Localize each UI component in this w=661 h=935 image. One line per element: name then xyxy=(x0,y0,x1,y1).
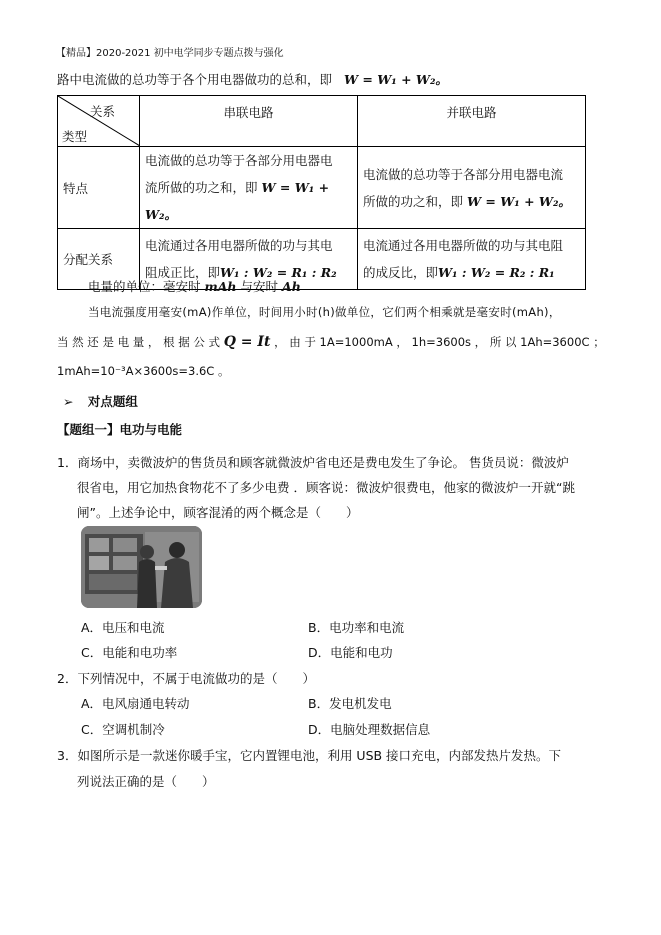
cell-text-line: 流所做的功之和，即 W = W₁ + W₂。 xyxy=(145,180,330,222)
q2-option-a: A．电风扇通电转动 xyxy=(81,696,190,711)
q2-option-c: C．空调机制冷 xyxy=(81,722,165,737)
unit-line xyxy=(88,277,301,295)
q2-stem: 2．下列情况中，不属于电流做功的是（ ） xyxy=(57,671,315,686)
formula-q-it: Q = It xyxy=(223,334,271,350)
microwave-store-photo xyxy=(81,526,202,608)
q1-line-3: 闸”。上述争论中，顾客混淆的两个概念是（ ） xyxy=(77,505,359,520)
cell-text-line: 电流通过各用电器所做的功与其电阻 xyxy=(363,238,564,253)
q1-line-2: 很省电，用它加热食物花不了多少电费 ．顾客说：微波炉很费电，他家的微波炉一开就“跳 xyxy=(77,480,575,495)
para-text-2: ， 由 于 1A=1000mA ， 1h=3600s ， 所 以 1Ah=3600C ； xyxy=(274,335,605,349)
cell-series-features xyxy=(140,147,358,229)
corner-top-label: 关系 xyxy=(90,104,116,119)
cell-text-line: 电流通过各用电器所做的功与其电 xyxy=(145,238,333,253)
q1-option-a: A．电压和电流 xyxy=(81,620,165,635)
corner-bottom-label: 类型 xyxy=(62,129,88,144)
header-parallel: 并联电路 xyxy=(358,96,586,147)
q3-line-1: 3．如图所示是一款迷你暖手宝，它内置锂电池，利用 USB 接口充电，内部发热片发热。下 xyxy=(57,748,562,763)
formula: W₁ : W₂ = R₂ : R₁ xyxy=(438,265,555,280)
section-heading xyxy=(63,392,138,410)
q2-option-d: D．电脑处理数据信息 xyxy=(308,722,431,737)
intro-formula: W = W₁ + W₂。 xyxy=(344,72,448,87)
formula: W = W₁ + W₂。 xyxy=(467,193,571,209)
unit-formula-ah: Ah xyxy=(282,279,301,294)
cell-text-line: 所做的功之和，即 W = W₁ + W₂。 xyxy=(363,193,571,209)
cell-text-line: 阻成正比，即W₁ : W₂ = R₁ : R₂ xyxy=(145,265,337,280)
q1-option-b: B．电功率和电流 xyxy=(308,620,405,635)
comparison-table xyxy=(57,95,586,290)
intro-text: 路中电流做的总功等于各个用电器做功的总和，即 xyxy=(57,72,333,87)
formula: W₁ : W₂ = R₁ : R₂ xyxy=(220,265,337,280)
cell-text-line: 电流做的总功等于各部分用电器电 xyxy=(145,153,333,168)
cell-text-line: 的成反比，即W₁ : W₂ = R₂ : R₁ xyxy=(363,265,555,280)
unit-text: 电量的单位：毫安时 xyxy=(88,279,201,294)
para-text: 当 然 还 是 电 量 ， 根 据 公 式 xyxy=(57,335,221,349)
paragraph-line-2 xyxy=(57,334,605,350)
q3-line-2: 列说法正确的是（ ） xyxy=(77,774,215,789)
group-title: 【题组一】电功与电能 xyxy=(57,422,183,437)
q1-option-c: C．电能和电功率 xyxy=(81,645,178,660)
intro-line xyxy=(57,70,448,88)
q1-line-1: 1．商场中，卖微波炉的售货员和顾客就微波炉省电还是费电发生了争论。 售货员说：微波炉 xyxy=(57,455,569,470)
unit-formula-mah: mAh xyxy=(204,279,237,294)
header-series: 串联电路 xyxy=(140,96,358,147)
unit-text-2: 与安时 xyxy=(240,279,279,294)
table-corner-cell xyxy=(58,96,140,147)
paragraph-line-3: 1mAh=10⁻³A×3600s=3.6C 。 xyxy=(57,364,230,378)
photo-illustration xyxy=(81,526,202,608)
section-title: 对点题组 xyxy=(87,394,138,409)
row-label-features: 特点 xyxy=(58,147,140,229)
page-header: 【精品】2020-2021 初中电学同步专题点拨与强化 xyxy=(56,48,284,59)
formula: W = W₁ + W₂。 xyxy=(145,180,330,222)
row-label-distribution: 分配关系 xyxy=(58,229,140,290)
cell-text-line: 电流做的总功等于各部分用电器电流 xyxy=(363,166,564,182)
q2-option-b: B．发电机发电 xyxy=(308,696,392,711)
cell-parallel-features xyxy=(358,147,586,229)
arrow-icon: ➢ xyxy=(63,394,74,409)
q1-option-d: D．电能和电功 xyxy=(308,645,393,660)
cell-parallel-distribution xyxy=(358,229,586,290)
paragraph-line-1: 当电流强度用毫安(mA)作单位，时间用小时(h)做单位，它们两个相乘就是毫安时(mAh)， xyxy=(88,305,561,319)
